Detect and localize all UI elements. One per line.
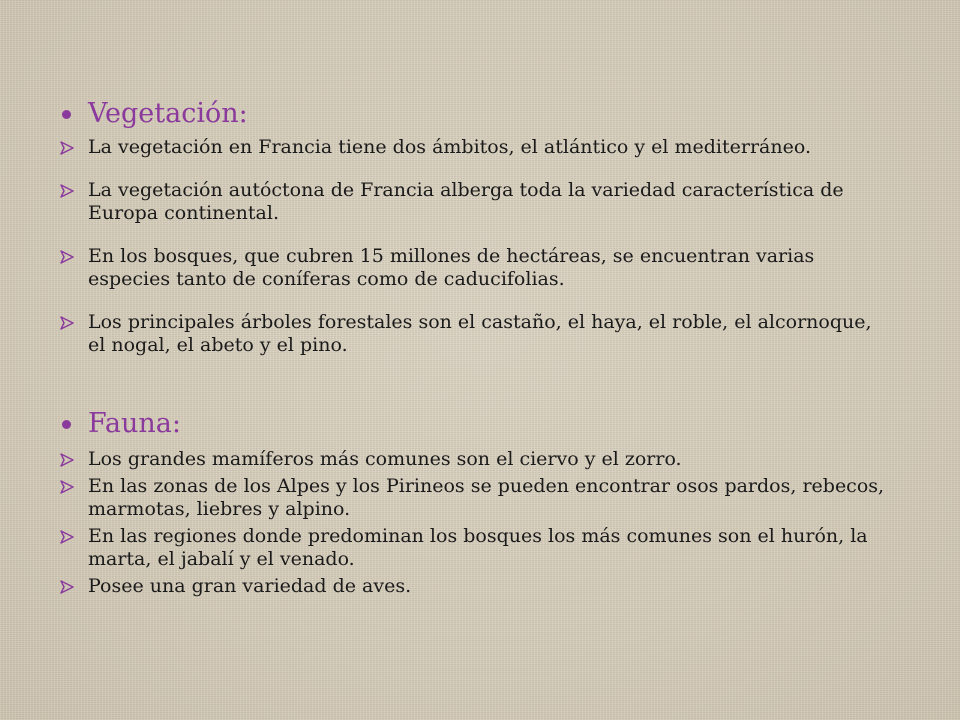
arrow-bullet-icon — [60, 475, 88, 494]
list-item-text: La vegetación autóctona de Francia alberga toda la variedad característica de Europa continental. — [88, 179, 844, 224]
list-item — [60, 136, 920, 159]
arrow-bullet-icon — [60, 245, 88, 264]
arrow-bullet-icon — [60, 179, 88, 198]
arrow-bullet-icon — [60, 448, 88, 467]
list-item-text: Los principales árboles forestales son el castaño, el haya, el roble, el alcornoque, el nogal, el abeto y el pino. — [88, 311, 872, 356]
list-item-text: La vegetación en Francia tiene dos ámbitos, el atlántico y el mediterráneo. — [88, 136, 811, 158]
dot-bullet-icon — [62, 420, 71, 429]
list-item — [60, 575, 920, 598]
list-item-text: En las regiones donde predominan los bosques los más comunes son el hurón, la marta, el jabalí y el venado. — [88, 525, 868, 570]
arrow-bullet-icon — [60, 136, 88, 155]
heading-fauna-text: Fauna: — [88, 408, 181, 439]
heading-vegetacion-text: Vegetación: — [88, 98, 248, 129]
list-item-text: En las zonas de los Alpes y los Pirineos se pueden encontrar osos pardos, rebecos, marmotas, liebres y alpino. — [88, 475, 885, 520]
list-item — [60, 475, 920, 521]
list-item — [60, 179, 920, 225]
list-item — [60, 448, 920, 471]
arrow-bullet-icon — [60, 525, 88, 544]
list-item-text: En los bosques, que cubren 15 millones de hectáreas, se encuentran varias especies tanto de coníferas como de caducifolias. — [88, 245, 815, 290]
list-item — [60, 525, 920, 571]
section-fauna — [60, 406, 920, 598]
arrow-bullet-icon — [60, 311, 88, 330]
arrow-bullet-icon — [60, 575, 88, 594]
list-item-text: Posee una gran variedad de aves. — [88, 575, 412, 597]
list-item-text: Los grandes mamíferos más comunes son el ciervo y el zorro. — [88, 448, 682, 470]
list-item — [60, 245, 920, 291]
heading-fauna — [60, 406, 920, 442]
section-vegetacion — [60, 96, 920, 357]
heading-vegetacion — [60, 96, 920, 132]
list-vegetacion — [60, 136, 920, 357]
list-fauna — [60, 448, 920, 598]
list-item — [60, 311, 920, 357]
dot-bullet-icon — [62, 110, 71, 119]
